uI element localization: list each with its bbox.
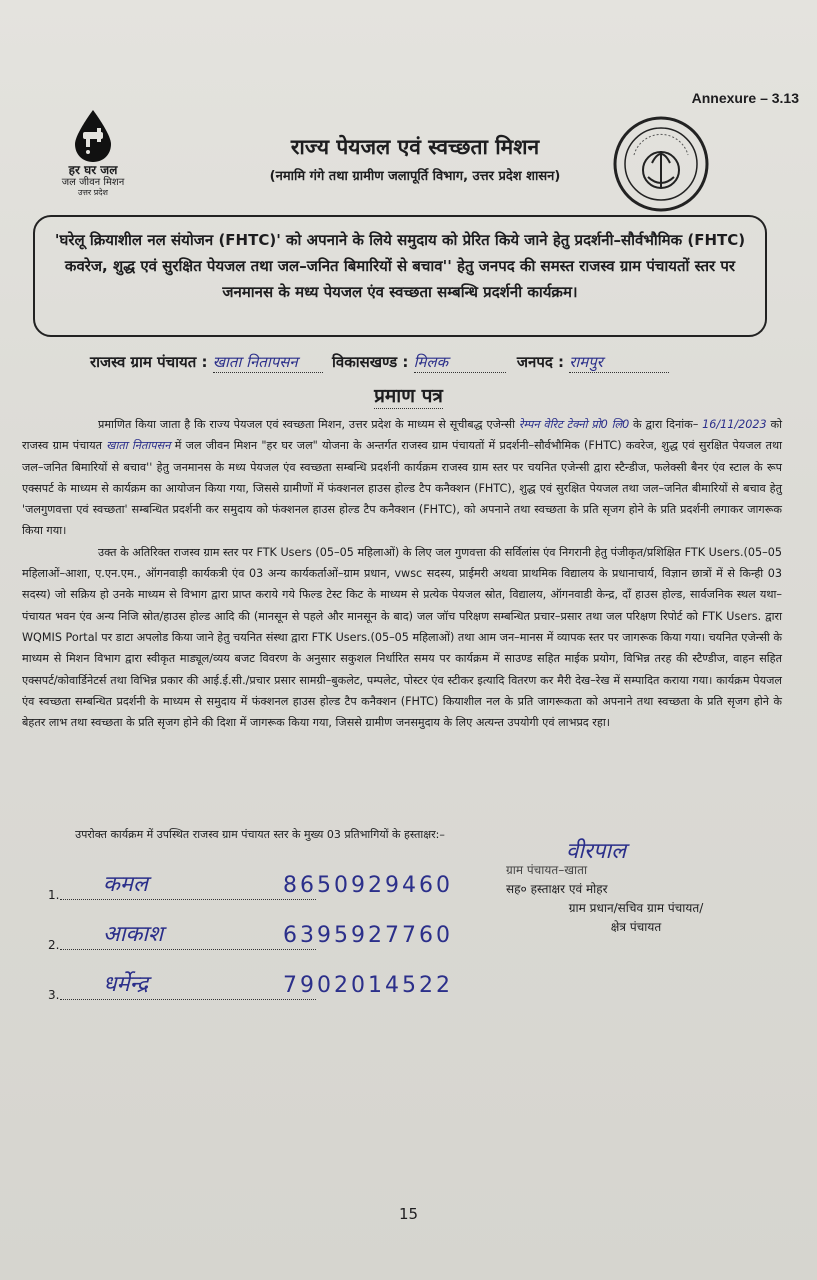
paragraph-2: उक्त के अतिरिक्त राजस्व ग्राम स्तर पर FTK Users (05–05 महिलाओं) के लिए जल गुणवत्ता की सर्विलांस एंव निगरानी हेतु पंजीकृत/प्रशिक्षित FTK Users.(05–05 महिलाओं–आशा, ए.एन.एम., ऑगनवाड़ी कार्यकत्री एंव 03 अन्य कार्यकर्ताओं–ग्राम प्रधान, vwsc सदस्य, प्राईमरी अथवा प्राथमिक विद्यालय के प्रधानाचार्य, विज्ञान छात्रों में से किन्ही 03 सदस्य) जो सक्रिय हो उनके माध्यम से विभाग द्वारा प्राप्त कराये गये फिल्ड टेस्ट किट के माध्यम से प्रत्येक पेयजल स्रोत, विद्यालय, ऑगनवाडी केन्द्र, दाँ हाउस होल्ड, सार्वजनिक स्थल यथा–पंचायत भवन एंव अन्य निजि स्रोत/हाउस होल्ड आदि की (मानसून से पहले और मानसून के बाद) जल जॉच परिक्षण सम्बन्धित प्रचार–प्रसार तथा जल परिक्षण रिपोर्ट को FTK Users. द्वारा WQMIS Portal पर डाटा अपलोड किया जाने हेतु चयनित संस्था द्वारा FTK Users.(05–05 महिलाओं) तथा आम जन–मानस में व्यापक स्तर पर जागरूक किया गया। चयनित एजेन्सी के माध्यम से मिशन विभाग द्वारा स्वीकृत माड्यूल/व्यय बजट विवरण के अनुसार सकुशल निर्धारित समय पर कार्यक्रम में साउण्ड सहित माईक प्रयोग, विभिन्न तरह की स्टैण्डीज, वाहन सहित एक्सपर्ट/कोवार्डिनेटर्स तथा विभिन्न प्रकार की आई.ई.सी./प्रचार प्रसार सामग्री–बुकलेट, पम्पलेट, पोस्टर एंव स्टीकर इत्यादि वितरण कर मैरी देख–रेख में सम्पादित कराया गया। कार्यक्रम पेयजल एंव स्वच्छता सम्बन्धित प्रदर्शनी के माध्यम से समुदाय में फंक्शनल हाउस होल्ड टैप कनैक्शन (FHTC) कियाशील नल के प्रति जागरूकता को अपनाने तथा स्वच्छता के प्रति सृजग होने के बेहतर लाभ तथा स्वच्छता के प्रति सृजग होने की दिशा में जागरूक किया गया, जिससे ग्रामीण जनसमुदाय के लिए अत्यन्त उपयोगी एवं लाभप्रद रहा। xyxy=(22,545,782,730)
page-number: 15 xyxy=(398,1205,419,1223)
block-label: विकासखण्ड : xyxy=(331,353,409,371)
stamp-abbrev: सह० xyxy=(506,882,527,896)
up-government-emblem-icon xyxy=(612,115,710,213)
gram-panchayat-label: राजस्व ग्राम पंचायत : xyxy=(90,353,208,371)
gram-handwritten: खाता नितापसन xyxy=(106,439,171,453)
participant-phone: 7902014522 xyxy=(283,973,453,998)
pradhan-role: ग्राम प्रधान/सचिव ग्राम पंचायत/ xyxy=(568,901,704,915)
participant-row: 1. कमल 8650929460 xyxy=(48,872,488,902)
agency-name-handwritten: रेम्पन वेरिट टेक्नो प्रो0 लि0 xyxy=(518,418,630,431)
certificate-title: प्रमाण पत्र xyxy=(0,382,817,409)
participant-row: 3. धर्मेन्द्र 7902014522 xyxy=(48,972,488,1002)
participant-phone: 6395927760 xyxy=(283,923,453,948)
signature-seal-label: हस्ताक्षर एवं मोहर xyxy=(530,882,608,896)
gram-panchayat-value: खाता नितापसन xyxy=(213,352,323,373)
pradhan-signature: वीरपाल xyxy=(566,839,627,864)
certificate-body xyxy=(22,414,782,733)
signatures-heading: उपरोक्त कार्यक्रम में उपस्थित राजस्व ग्राम पंचायत स्तर के मुख्य 03 प्रतिभागियों के हस्ताक्षर:– xyxy=(75,828,445,841)
participant-signature: धर्मेन्द्र xyxy=(103,972,149,997)
participant-signature: आकाश xyxy=(103,922,164,947)
paragraph-1: प्रमाणित किया जाता है कि राज्य पेयजल एवं स्वच्छता मिशन, उत्तर प्रदेश के माध्यम से सूचीबद्ध एजेन्सी रेम्पन वेरिट टेक्नो प्रो0 लि0 के द्वारा दिनांक– 16/11/2023 को राजस्व ग्राम पंचायत खाता नितापसन में जल जीवन मिशन "हर घर जल" योजना के अन्तर्गत राजस्व ग्राम पंचायतों में प्रदर्शनी–सौर्वभौमिक (FHTC) कवरेज, शुद्ध एवं सुरक्षित पेयजल तथा जल–जनित बिमारियों से बचाव'' हेतु जनमानस के मध्य पेयजल एंव स्वच्छता सम्बन्धि प्रदर्शनी कार्यक्रम राजस्व ग्राम स्तर पर चयनित एजेन्सी द्वारा स्टैन्डीज, फलेक्सी बैनर एंव स्टाल के रूप एक्सपर्ट के माध्यम से कार्यक्रम का आयोजन किया गया, जिससे ग्रामीणों में फंक्शनल हाउस होल्ड टैप कनैक्शन (FHTC), शुद्ध एवं सुरक्षित पेयजल तथा जल–जनित बीमारियों से बचाव हेतु 'जलगुणवत्ता एवं स्वच्छता' सम्बन्धित प्रदर्शनी कर समुदाय को फंक्शनल हाउस होल्ड टैप कनैक्शन (FHTC), को अपनाने तथा स्वच्छता के प्रति सृजग होने के प्रति प्रदर्शनी लगाकर जागरूक किया गया। xyxy=(22,418,782,538)
location-line xyxy=(90,352,790,373)
program-banner: 'घरेलू क्रियाशील नल संयोजन (FHTC)' को अपनाने के लिये समुदाय को प्रेरित किये जाने हेतु प्रदर्शनी–सौर्वभौमिक (FHTC) कवरेज, शुद्ध एवं सुरक्षित पेयजल तथा जल–जनित बिमारियों से बचाव'' हेतु जनपद की समस्त राजस्व ग्राम पंचायतों स्तर पर जनमानस के मध्य पेयजल एंव स्वच्छता सम्बन्धि प्रदर्शनी कार्यक्रम। xyxy=(33,215,767,337)
logo-line3: उत्तर प्रदेश xyxy=(78,188,108,197)
logo-line2: जल जीवन मिशन xyxy=(61,177,125,188)
participant-phone: 8650929460 xyxy=(283,873,453,898)
participant-signature: कमल xyxy=(103,872,148,897)
block-value: मिलक xyxy=(414,352,506,373)
org-title: राज्य पेयजल एवं स्वच्छता मिशन xyxy=(290,135,540,159)
date-handwritten: 16/11/2023 xyxy=(702,418,767,431)
org-subtitle: (नमामि गंगे तथा ग्रामीण जलापूर्ति विभाग, उत्तर प्रदेश शासन) xyxy=(269,169,561,184)
district-label: जनपद : xyxy=(516,353,565,371)
pradhan-role-2: क्षेत्र पंचायत xyxy=(610,920,662,934)
pradhan-signature-block xyxy=(506,839,766,937)
logo-line1: हर घर जल xyxy=(68,163,118,177)
har-ghar-jal-logo xyxy=(48,108,138,197)
panchayat-stamp: ग्राम पंचायत–खाता xyxy=(506,863,588,877)
district-value: रामपुर xyxy=(569,352,669,373)
annexure-label: Annexure – 3.13 xyxy=(691,90,799,106)
participant-row: 2. आकाश 6395927760 xyxy=(48,922,488,952)
water-tap-icon xyxy=(71,108,115,164)
